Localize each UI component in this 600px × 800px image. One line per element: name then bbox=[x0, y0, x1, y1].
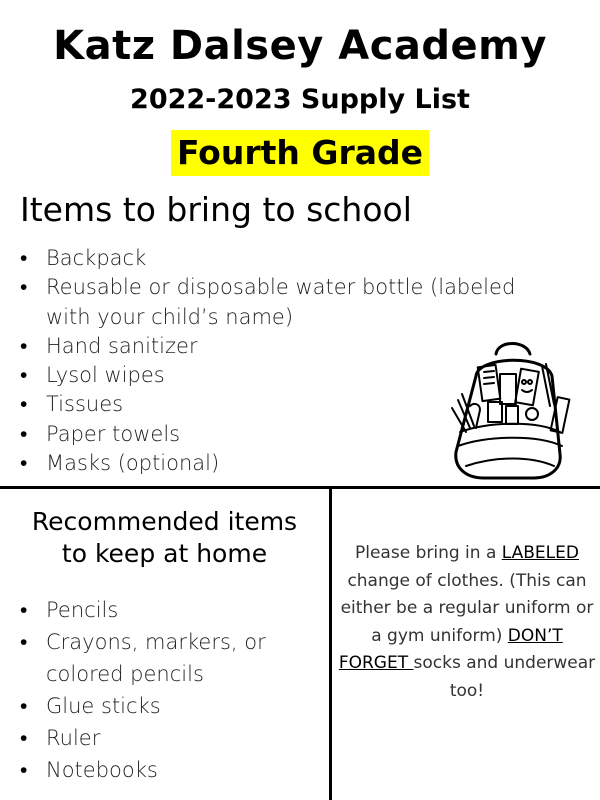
backpack-illustration bbox=[436, 336, 576, 486]
list-item: • Paper towels bbox=[20, 420, 560, 449]
school-items-heading: Items to bring to school bbox=[20, 190, 412, 229]
list-item: • Backpack bbox=[20, 244, 560, 273]
list-item: • Lysol wipes bbox=[20, 361, 560, 390]
grade-label: Fourth Grade bbox=[171, 130, 429, 176]
home-items-heading-line1: Recommended items bbox=[31, 507, 298, 536]
list-item: • Hand sanitizer bbox=[20, 332, 560, 361]
list-item: • Glue sticks bbox=[20, 690, 320, 722]
home-items-heading-line2: to keep at home bbox=[61, 539, 268, 568]
list-item: • Ruler bbox=[20, 722, 320, 754]
vertical-divider bbox=[329, 486, 332, 800]
list-item: • Pencils bbox=[20, 594, 320, 626]
horizontal-divider bbox=[0, 486, 600, 489]
list-item: • Tissues bbox=[20, 390, 560, 419]
list-item: • Crayons, markers, or colored pencils bbox=[20, 626, 320, 690]
list-item: • Notebooks bbox=[20, 754, 320, 786]
list-item: • Reusable or disposable water bottle (labeled with your child’s name) bbox=[20, 273, 560, 332]
note-text: change of clothes. (This can either be a regular uniform or a gym uniform) bbox=[340, 570, 594, 646]
home-items-list bbox=[20, 594, 320, 786]
home-items-heading bbox=[0, 506, 329, 570]
supply-list-title: 2022-2023 Supply List bbox=[130, 84, 470, 115]
grade-banner bbox=[0, 130, 600, 176]
school-name: Katz Dalsey Academy bbox=[53, 23, 547, 69]
note-text: Please bring in a bbox=[355, 543, 502, 563]
note-dont-forget: DON’T FORGET bbox=[338, 625, 563, 673]
note-labeled: LABELED bbox=[501, 543, 579, 563]
clothes-note bbox=[334, 540, 600, 705]
note-text: socks and underwear too! bbox=[413, 653, 596, 701]
list-item: • Masks (optional) bbox=[20, 449, 560, 478]
